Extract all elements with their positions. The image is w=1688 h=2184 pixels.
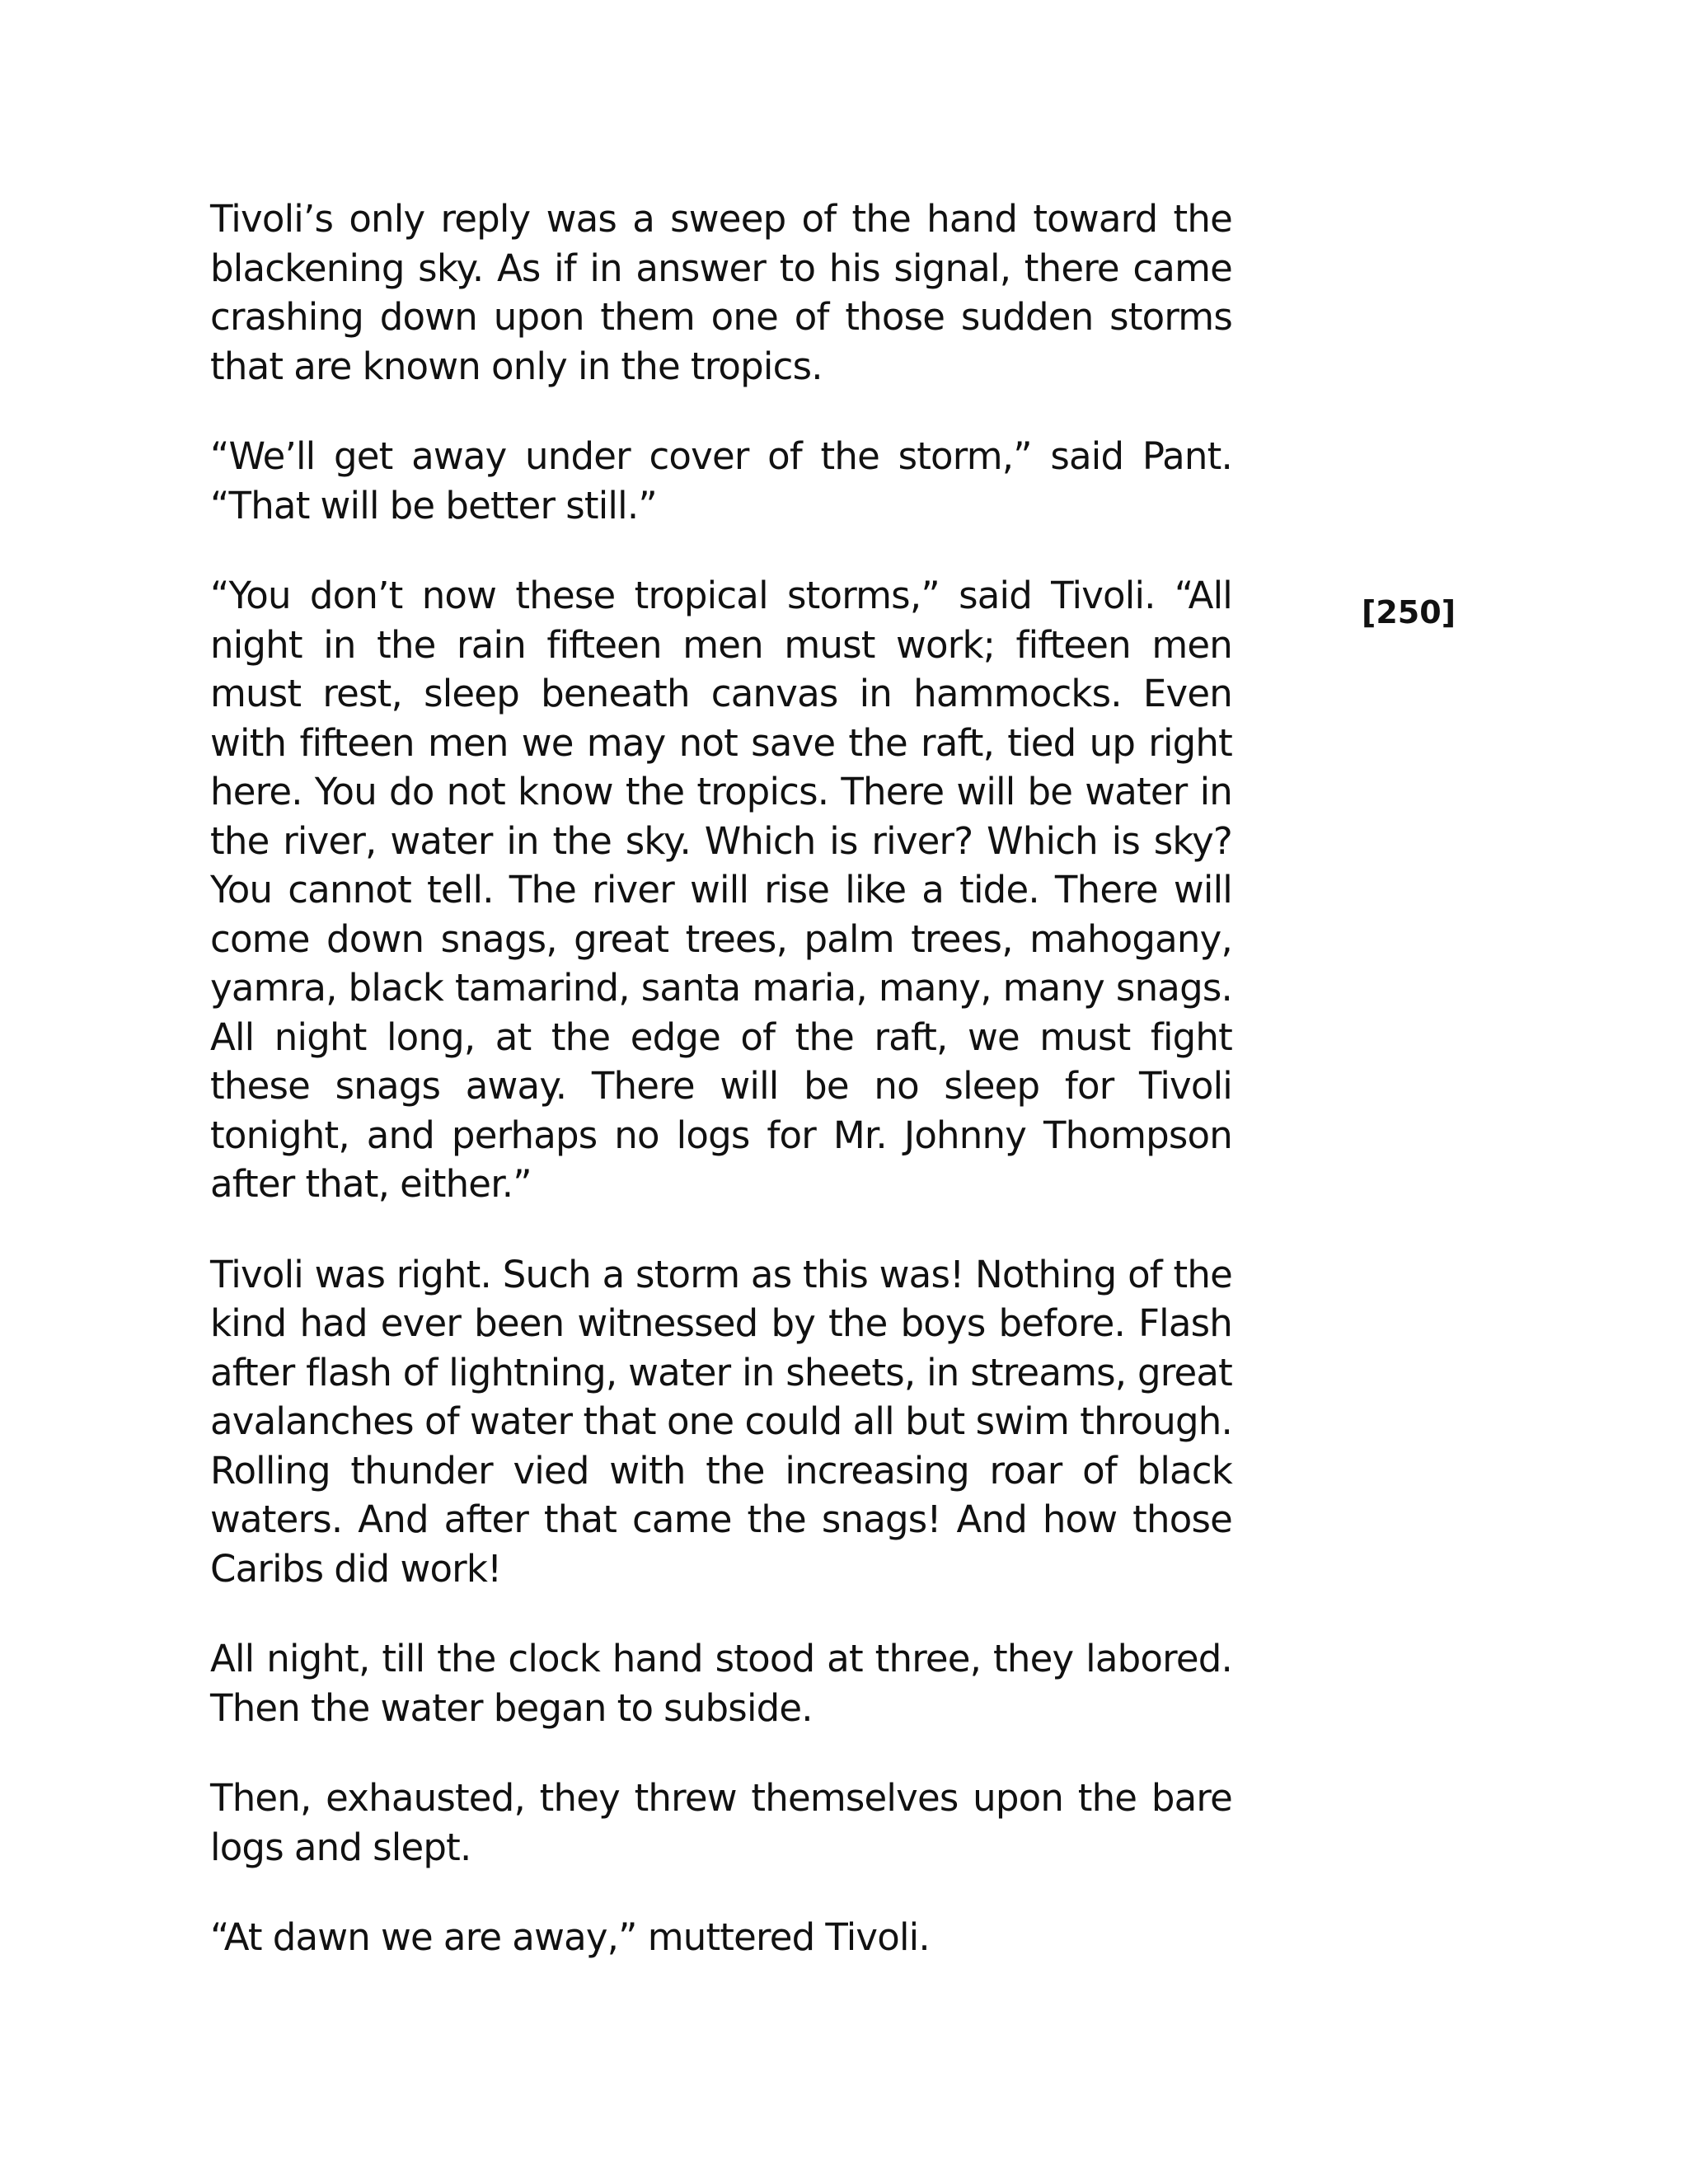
paragraph-all-night: All night, till the clock hand stood at three, they labored. Then the water began to subside. (210, 1637, 1232, 1730)
paragraph-tivoli-right: Tivoli was right. Such a storm as this was! Nothing of the kind had ever been witnessed by the boys before. Flash after flash of lightning, water in sheets, in streams, great avalanches of water that one could all but swim through. Rolling thunder vied with the increasing roar of black waters. And after that came the snags! And how those Caribs did work! (210, 1252, 1232, 1591)
paragraph-at-dawn: “At dawn we are away,” muttered Tivoli. (210, 1915, 930, 1959)
paragraph-tropical-storms: “You don’t now these tropical storms,” said Tivoli. “All night in the rain fifteen men must work; fifteen men must rest, sleep beneath canvas in hammocks. Even with fifteen men we may not save the raft, tied up right here. You do not know the tropics. There will be water in the river, water in the sky. Which is river? Which is sky? You cannot tell. The river will rise like a tide. There will come down snags, great trees, palm trees, mahogany, yamra, black tamarind, santa maria, many, many snags. All night long, at the edge of the raft, we must fight these snags away. There will be no sleep for Tivoli tonight, and perhaps no logs for Mr. Johnny Thompson after that, either.” (210, 574, 1232, 1206)
paragraph-tivoli-reply: Tivoli’s only reply was a sweep of the hand toward the blackening sky. As if in answer to his signal, there came crashing down upon them one of those sudden storms that are known only in the tropics. (210, 197, 1232, 388)
paragraph-exhausted: Then, exhausted, they threw themselves upon the bare logs and slept. (210, 1776, 1232, 1869)
paragraph-pant-storm: “We’ll get away under cover of the storm,” said Pant. “That will be better still.” (210, 434, 1232, 527)
text-column (210, 194, 1232, 2004)
page-number: [250] (1362, 594, 1456, 630)
